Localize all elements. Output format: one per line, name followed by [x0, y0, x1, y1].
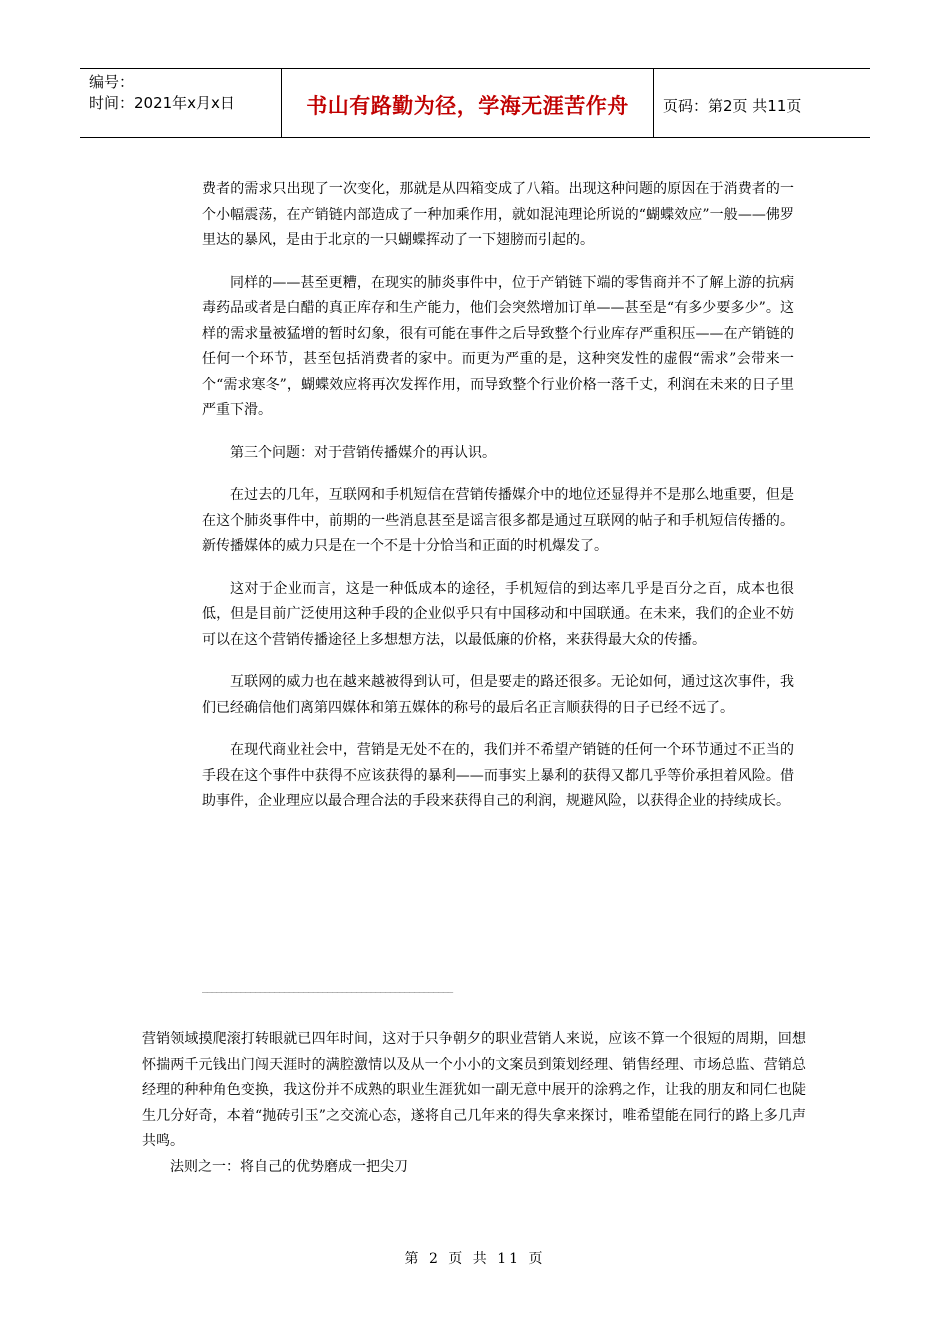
page-footer: 第 2 页 共 11 页: [404, 1251, 546, 1267]
header-slogan-cell: [282, 69, 654, 137]
paragraph: 互联网的威力也在越来越被得到认可，但是要走的路还很多。无论如何，通过这次事件，我们已经确信他们离第四媒体和第五媒体的称号的最后名正言顺获得的日子已经不远了。: [202, 674, 794, 716]
page-header: [80, 68, 870, 138]
intro-section: [142, 1027, 806, 1180]
rule-heading: 法则之一：将自己的优势磨成一把尖刀: [170, 1158, 408, 1175]
section-heading: 第三个问题：对于营销传播媒介的再认识。: [230, 444, 496, 461]
article-body: [202, 177, 794, 832]
paragraph: 在过去的几年，互联网和手机短信在营销传播媒介中的地位还显得并不是那么地重要，但是在这个肺炎事件中，前期的一些消息甚至是谣言很多都是通过互联网的帖子和手机短信传播的。新传播媒体的威力只是在一个不是十分恰当和正面的时机爆发了。: [202, 487, 794, 554]
document-number-label: 编号：: [89, 73, 135, 91]
document-time-label: 时间：2021年x月x日: [89, 94, 235, 112]
header-page-info: 页码：第2页 共11页: [663, 96, 802, 115]
paragraph: 这对于企业而言，这是一种低成本的途径，手机短信的到达率几乎是百分之百，成本也很低，但是目前广泛使用这种手段的企业似乎只有中国移动和中国联通。在未来，我们的企业不妨可以在这个营销传播途径上多想想方法，以最低廉的价格，来获得最大众的传播。: [202, 580, 794, 648]
paragraph: 同样的——甚至更糟，在现实的肺炎事件中，位于产销链下端的零售商并不了解上游的抗病毒药品或者是白醋的真正库存和生产能力，他们会突然增加订单——甚至是“有多少要多少”。这样的需求量被猛增的暂时幻象，很有可能在事件之后导致整个行业库存严重积压——在产销链的任何一个环节，甚至包括消费者的家中。而更为严重的是，这种突发性的虚假“需求”会带来一个“需求寒冬”，蝴蝶效应将再次发挥作用，而导致整个行业价格一落千丈，利润在未来的日子里严重下滑。: [202, 274, 794, 418]
paragraph: 费者的需求只出现了一次变化，那就是从四箱变成了八箱。出现这种问题的原因在于消费者的一个小幅震荡，在产销链内部造成了一种加乘作用，就如混沌理论所说的“蝴蝶效应”一般——佛罗里达的暴风，是由于北京的一只蝴蝶挥动了一下翅膀而引起的。: [202, 181, 794, 248]
intro-paragraph: 营销领域摸爬滚打转眼就已四年时间，这对于只争朝夕的职业营销人来说，应该不算一个很短的周期，回想怀揣两千元钱出门闯天涯时的满腔激情以及从一个小小的文案员到策划经理、销售经理、市场总监、营销总经理的种种角色变换，我这份并不成熟的职业生涯犹如一副无意中展开的涂鸦之作，让我的朋友和同仁也陡生几分好奇，本着“抛砖引玉”之交流心态，遂将自己几年来的得失拿来探讨，唯希望能在同行的路上多几声共鸣。: [142, 1031, 806, 1149]
section-divider: ____________________________________________________: [202, 984, 453, 994]
header-meta: [80, 69, 282, 137]
paragraph: 在现代商业社会中，营销是无处不在的，我们并不希望产销链的任何一个环节通过不正当的手段在这个事件中获得不应该获得的暴利——而事实上暴利的获得又都几乎等价承担着风险。借助事件，企业理应以最合理合法的手段来获得自己的利润，规避风险，以获得企业的持续成长。: [202, 742, 794, 809]
header-slogan: 书山有路勤为径，学海无涯苦作舟: [306, 94, 629, 118]
